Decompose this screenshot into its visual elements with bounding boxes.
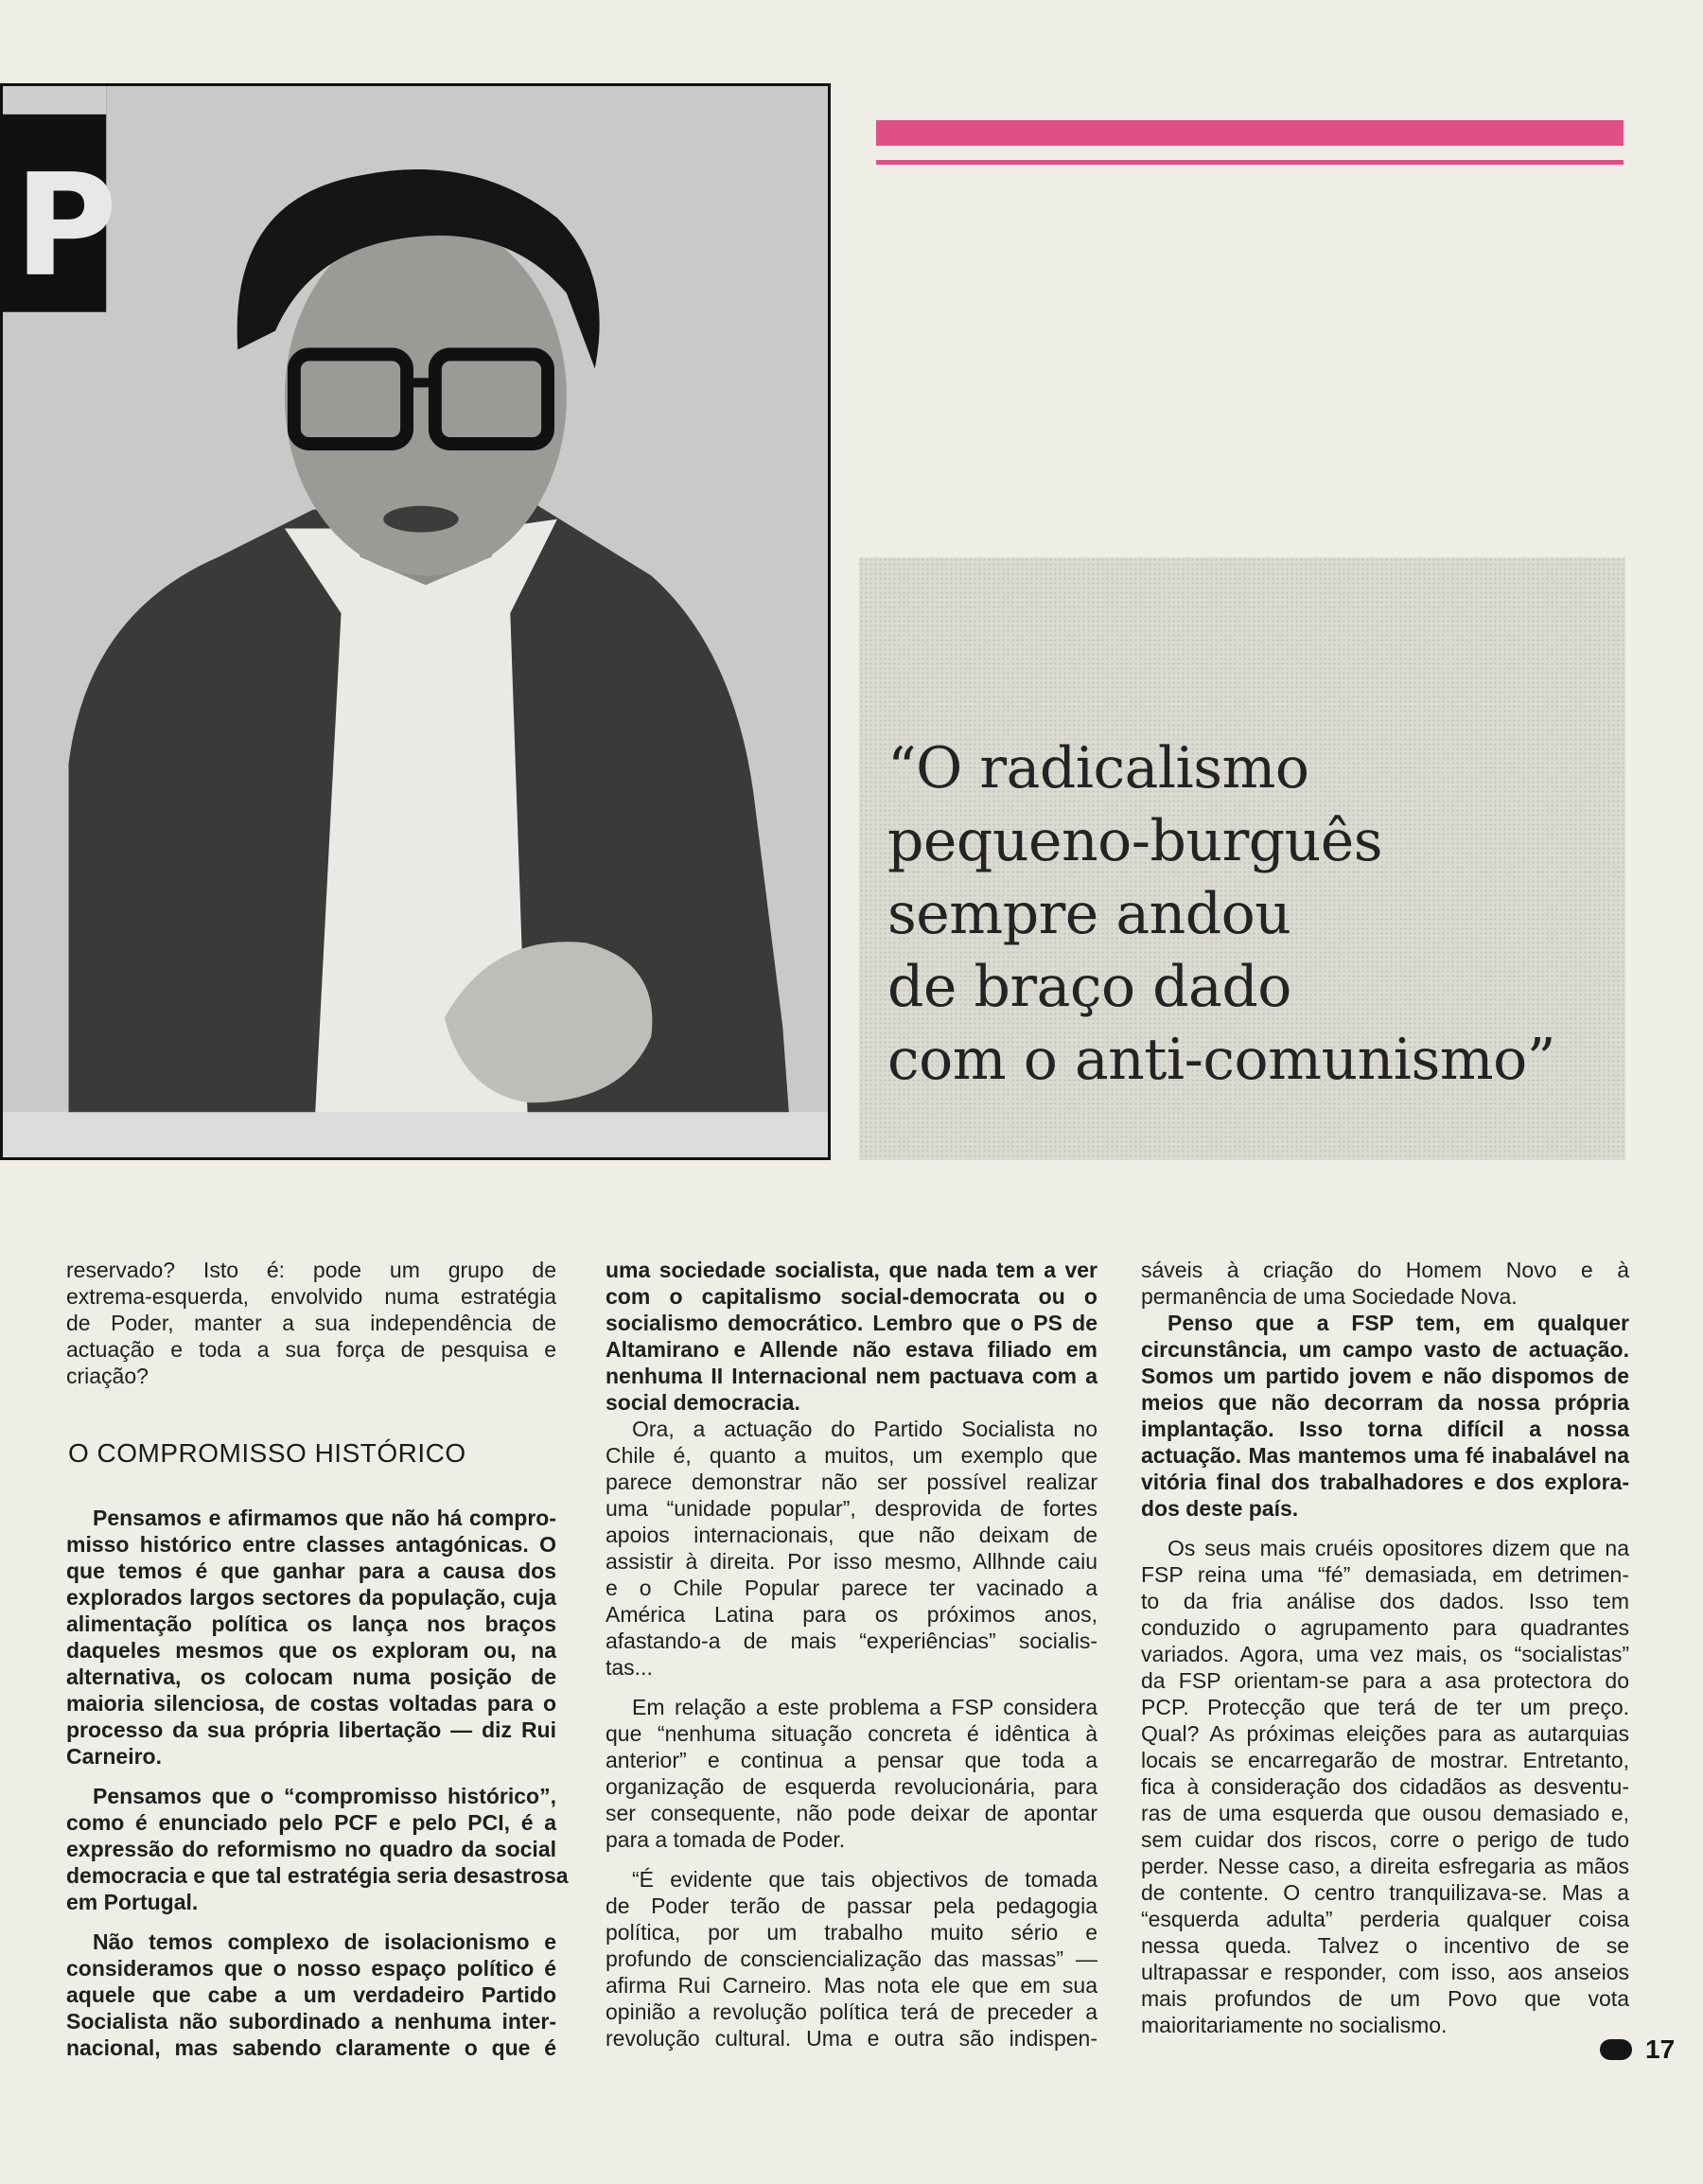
text-line: Carneiro. <box>66 1744 162 1769</box>
text-line: América Latina para os próximos anos, <box>606 1602 1097 1627</box>
text-line: Os seus mais cruéis opositores dizem que na <box>1168 1536 1629 1560</box>
text-line: Chile é, quanto a muitos, um exemplo que <box>606 1443 1097 1468</box>
text-line: profundo de consciencialização das massas” — <box>606 1946 1097 1971</box>
text-line: uma sociedade socialista, que nada tem a ver <box>606 1258 1097 1282</box>
text-line: alimentação política os lança nos braços <box>66 1612 556 1636</box>
text-line: ser consequente, não pode deixar de apontar <box>606 1801 1097 1825</box>
text-line: sáveis à criação do Homem Novo e à <box>1141 1258 1629 1282</box>
text-line: organização de esquerda revolucionária, para <box>606 1774 1097 1799</box>
page-bullet-icon <box>1600 2039 1632 2060</box>
text-line: locais se encarregarão de mostrar. Entretanto, <box>1141 1748 1629 1772</box>
text-line: apoios internacionais, que não deixam de <box>606 1523 1097 1547</box>
column2-para3 <box>606 1694 1097 1853</box>
pull-quote-line: sempre andou <box>887 881 1291 947</box>
text-line: expressão do reformismo no quadro da social <box>66 1837 556 1861</box>
text-line: que temos é que ganhar para a causa dos <box>66 1559 556 1583</box>
pink-header-line <box>876 160 1624 165</box>
text-line: parece demonstrar não ser possível realizar <box>606 1470 1097 1494</box>
article-column-2 <box>606 1257 1097 2052</box>
text-line: Pensamos que o “compromisso histórico”, <box>93 1784 556 1808</box>
text-line: que “nenhuma situação concreta é idêntica à <box>606 1721 1097 1746</box>
column3-para3 <box>1141 1535 1629 2038</box>
page-number: 17 <box>1645 2034 1676 2064</box>
text-line: PCP. Protecção que terá de ter um preço. <box>1141 1695 1629 1719</box>
column2-para2 <box>606 1416 1097 1681</box>
text-line: uma “unidade popular”, desprovida de fortes <box>606 1496 1097 1521</box>
text-line: criação? <box>66 1364 149 1388</box>
article-column-3 <box>1141 1257 1629 2038</box>
text-line: Não temos complexo de isolacionismo e <box>93 1929 556 1954</box>
text-line: consideramos que o nosso espaço político é <box>66 1956 556 1981</box>
column1-para3 <box>66 1929 556 2061</box>
text-line: Socialista não subordinado a nenhuma inter- <box>66 2009 556 2034</box>
text-line: sem cuidar dos riscos, corre o perigo de tudo <box>1141 1827 1629 1852</box>
text-line: Penso que a FSP tem, em qualquer <box>1168 1311 1629 1335</box>
text-line: dos deste país. <box>1141 1496 1299 1521</box>
text-line: variados. Agora, uma vez mais, os “socialistas” <box>1141 1642 1629 1666</box>
pull-quote-box <box>859 557 1625 1160</box>
text-line: maioria silenciosa, de costas voltadas para o <box>66 1691 556 1716</box>
text-line: mais profundos de um Povo que vota <box>1141 1986 1629 2011</box>
text-line: reservado? Isto é: pode um grupo de <box>66 1258 556 1282</box>
text-line: socialismo democrático. Lembro que o PS de <box>606 1311 1097 1335</box>
column1-para1 <box>40 1505 556 1770</box>
text-line: de contente. O centro tranquilizava-se. Mas a <box>1141 1880 1629 1905</box>
text-line: e o Chile Popular parece ter vacinado a <box>606 1576 1097 1600</box>
text-line: nessa queda. Talvez o incentivo de se <box>1141 1933 1629 1958</box>
text-line: anterior” e continua a pensar que toda a <box>606 1748 1097 1772</box>
article-column-1 <box>66 1257 569 2061</box>
text-line: com o capitalismo social-democrata ou o <box>606 1284 1097 1309</box>
pink-header-bar <box>876 120 1624 146</box>
text-line: assistir à direita. Por isso mesmo, Allhnde caiu <box>606 1549 1097 1574</box>
text-line: processo da sua própria libertação — diz Rui <box>66 1717 556 1742</box>
text-line: de Poder terão de passar pela pedagogia <box>606 1893 1097 1918</box>
text-line: conduzido o agrupamento para quadrantes <box>1141 1615 1629 1640</box>
column1-para2 <box>66 1783 569 1915</box>
column2-para4 <box>606 1866 1097 2052</box>
text-line: misso histórico entre classes antagónicas. O <box>66 1532 556 1557</box>
text-line: ras de uma esquerda que ousou demasiado e, <box>1141 1801 1629 1825</box>
portrait-photo <box>0 83 831 1160</box>
text-line: to da fria análise dos dados. Isso tem <box>1141 1589 1629 1613</box>
text-line: permanência de uma Sociedade Nova. <box>1141 1284 1518 1309</box>
text-line: como é enunciado pelo PCF e pelo PCI, é a <box>66 1810 556 1835</box>
sign-letter: P <box>13 144 118 308</box>
text-line: alternativa, os colocam numa posição de <box>66 1664 556 1689</box>
text-line: nacional, mas sabendo claramente o que é <box>66 2035 556 2060</box>
text-line: perder. Nesse caso, a direita esfregaria as mãos <box>1141 1854 1629 1878</box>
text-line: Em relação a este problema a FSP considera <box>632 1695 1097 1719</box>
text-line: explorados largos sectores da população, cuja <box>66 1585 556 1610</box>
column3-para1 <box>1141 1257 1629 1310</box>
text-line: Pensamos e afirmamos que não há compro- <box>93 1506 556 1530</box>
text-line: ultrapassar e responder, com isso, aos anseios <box>1141 1960 1629 1984</box>
text-line: revolução cultural. Uma e outra são indispen- <box>606 2026 1097 2051</box>
text-line: FSP reina uma “fé” demasiada, em detrimen- <box>1141 1562 1629 1587</box>
text-line: “É evidente que tais objectivos de tomada <box>632 1867 1097 1892</box>
text-line: opinião a revolução política terá de preceder a <box>606 1999 1097 2024</box>
text-line: Ora, a actuação do Partido Socialista no <box>632 1417 1097 1441</box>
section-subheading: O COMPROMISSO HISTÓRICO <box>68 1438 466 1468</box>
text-line: de Poder, manter a sua independência de <box>66 1311 556 1335</box>
text-line: aquele que cabe a um verdadeiro Partido <box>66 1982 556 2007</box>
text-line: em Portugal. <box>66 1890 199 1914</box>
column3-para2 <box>1141 1310 1629 1522</box>
portrait-illustration <box>3 86 828 1157</box>
text-line: actuação e toda a sua força de pesquisa e <box>66 1337 556 1362</box>
text-line: Altamirano e Allende não estava filiado em <box>606 1337 1097 1362</box>
text-line: implantação. Isso torna difícil a nossa <box>1141 1417 1629 1441</box>
text-line: democracia e que tal estratégia seria desastrosa <box>66 1863 569 1888</box>
text-line: extrema-esquerda, envolvido numa estratégia <box>66 1284 556 1309</box>
text-line: actuação. Mas mantemos uma fé inabalável na <box>1141 1443 1629 1468</box>
pull-quote-line: “O radicalismo <box>887 735 1309 801</box>
text-line: nenhuma II Internacional nem pactuava com a <box>606 1364 1097 1388</box>
column2-para1 <box>606 1257 1097 1416</box>
text-line: circunstância, um campo vasto de actuação. <box>1141 1337 1629 1362</box>
text-line: meios que não decorram da nossa própria <box>1141 1390 1629 1415</box>
text-line: para a tomada de Poder. <box>606 1827 846 1852</box>
pull-quote-line: com o anti-comunismo” <box>887 1027 1555 1093</box>
text-line: tas... <box>606 1655 653 1680</box>
text-line: Somos um partido jovem e não dispomos de <box>1141 1364 1629 1388</box>
text-line: Qual? As próximas eleições para as autarquias <box>1141 1721 1629 1746</box>
text-line: política, por um trabalho muito sério e <box>606 1920 1097 1945</box>
page-number-marker <box>1600 2034 1675 2065</box>
text-line: social democracia. <box>606 1390 800 1415</box>
text-line: vitória final dos trabalhadores e dos explora- <box>1141 1470 1629 1494</box>
text-line: fica à consideração dos cidadãos as desventu- <box>1141 1774 1629 1799</box>
text-line: daqueles mesmos que os exploram ou, na <box>66 1638 556 1663</box>
text-line: maioritariamente no socialismo. <box>1141 2013 1448 2037</box>
pull-quote-line: de braço dado <box>887 954 1291 1020</box>
text-line: afirma Rui Carneiro. Mas nota ele que em sua <box>606 1973 1097 1998</box>
column1-intro <box>66 1257 556 1389</box>
pull-quote-line: pequeno-burguês <box>887 808 1383 874</box>
text-line: afastando-a de mais “experiências” socialis- <box>606 1629 1097 1653</box>
text-line: “esquerda adulta” perderia qualquer coisa <box>1141 1907 1629 1931</box>
text-line: da FSP orientam-se para a asa protectora do <box>1141 1668 1629 1693</box>
